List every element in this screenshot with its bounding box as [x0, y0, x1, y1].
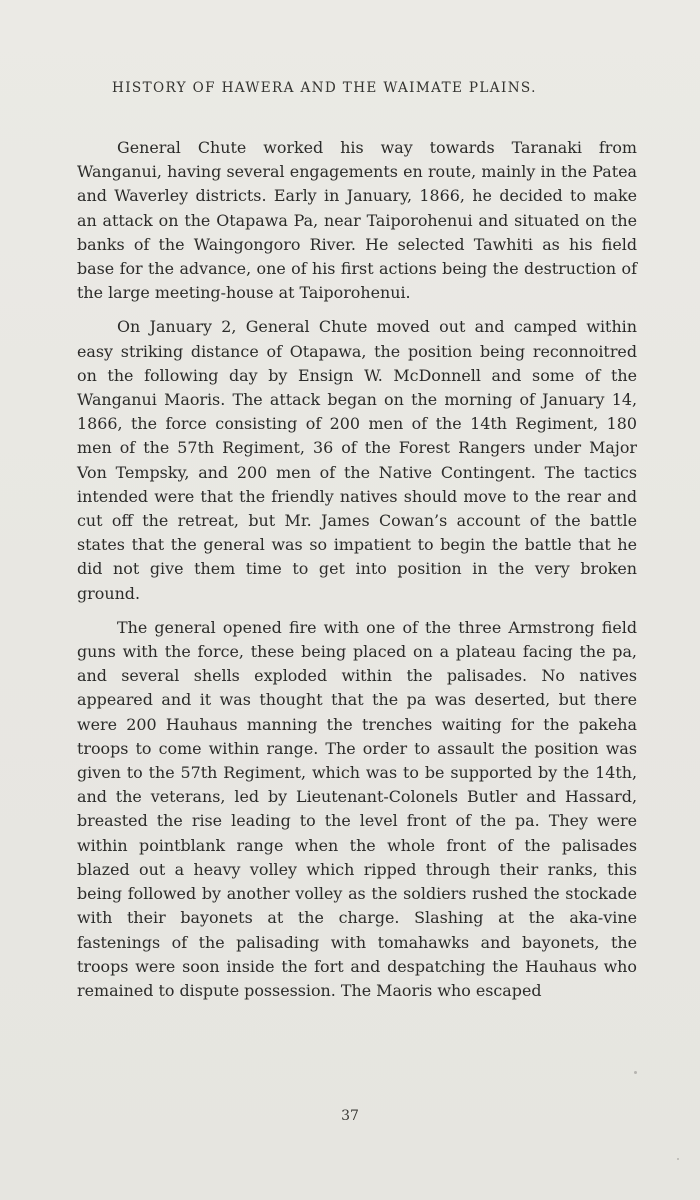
page-number: 37 [341, 1108, 359, 1124]
paragraph: On January 2, General Chute moved out and camped within easy striking distance of Otapawa, the position being reconnoitred on the following day by Ensign W. McDonnell and some of the Wanganui Maoris. The attack began on the morning of January 14, 1866, the force consisting of 200 men of the 14th Regiment, 180 men of the 57th Regiment, 36 of the Forest Rangers under Major Von Tempsky, and 200 men of the Native Contingent. The tactics intended were that the friendly natives should move to the rear and cut off the retreat, but Mr. James Cowan’s account of the battle states that the general was so impatient to begin the battle that he did not give them time to get into position in the very broken ground. [77, 317, 637, 603]
paragraph: The general opened fire with one of the three Armstrong field guns with the force, these being placed on a plateau facing the pa, and several shells exploded within the palisades. No natives appeared and it was thought that the pa was deserted, but there were 200 Hauhaus manning the trenches waiting for the pakeha troops to come within range. The order to assault the position was given to the 57th Regiment, which was to be supported by the 14th, and the veterans, led by Lieutenant-Colonels Butler and Hassard, breasted the rise leading to the level front of the pa. They were within pointblank range when the whole front of the palisades blazed out a heavy volley which ripped through their ranks, this being followed by another volley as the soldiers rushed the stockade with their bayonets at the charge. Slashing at the aka-vine fastenings of the palisading with tomahawks and bayonets, the troops were soon inside the fort and despatching the Hauhaus who remained to dispute possession. The Maoris who escaped [77, 617, 637, 1000]
paper-speck [634, 1071, 637, 1074]
paragraph: General Chute worked his way towards Taranaki from Wanganui, having several engagements en route, mainly in the Patea and Waverley districts. Early in January, 1866, he decided to make an attack on the Otapawa Pa, near Taiporohenui and situated on the banks of the Waingongoro River. He selected Tawhiti as his field base for the advance, one of his first actions being the destruction of the large meeting-house at Taiporohenui. [77, 138, 637, 303]
body-text [77, 136, 637, 1013]
paper-speck [677, 1158, 679, 1160]
running-header: HISTORY OF HAWERA AND THE WAIMATE PLAINS. [112, 80, 537, 96]
